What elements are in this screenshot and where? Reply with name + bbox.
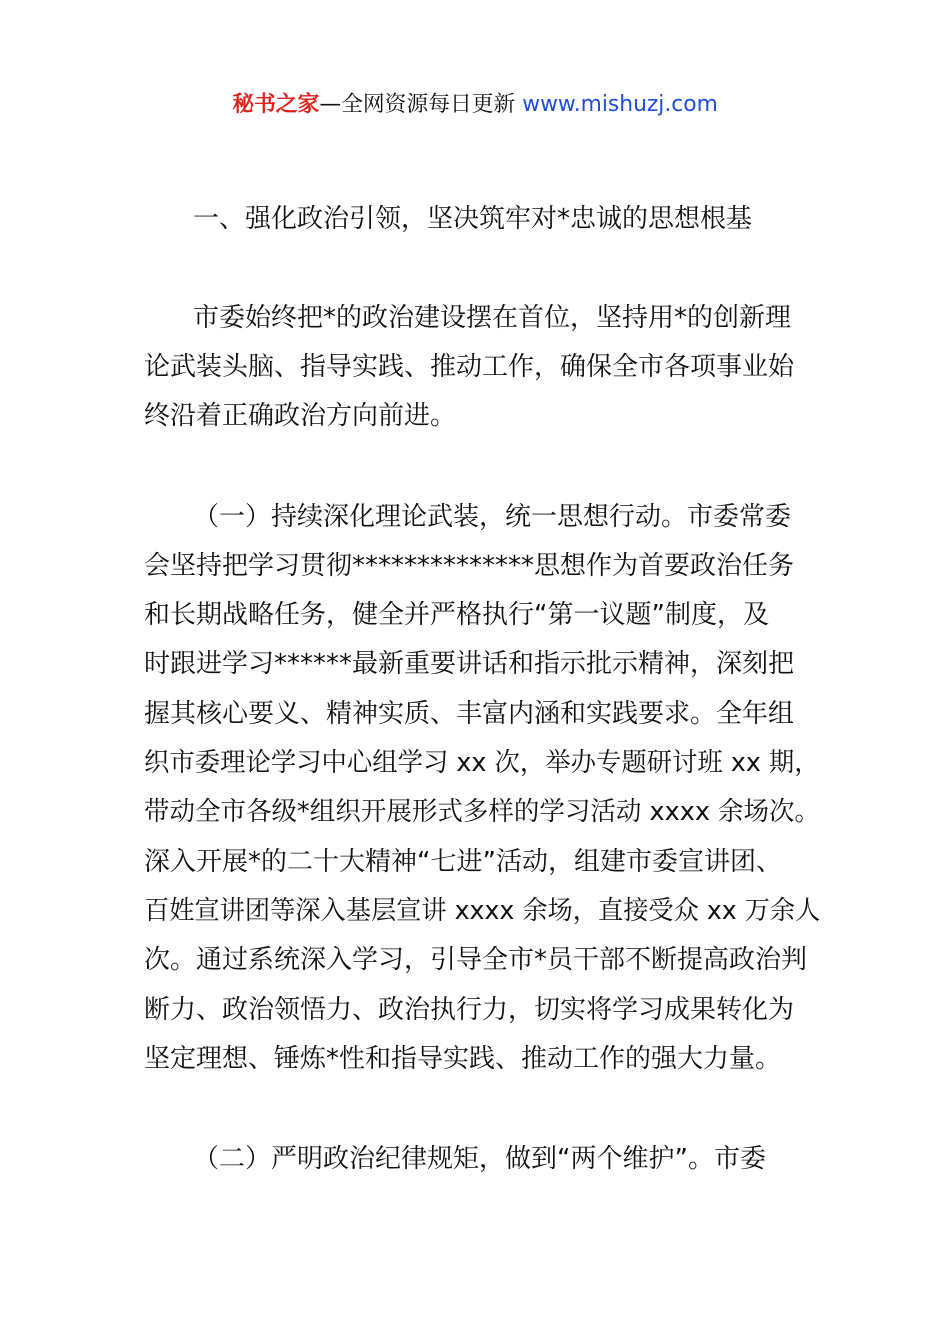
section1-line-text: 坚定理想、锤炼*性和指导实践、推动工作的强大力量。 [144, 1044, 782, 1074]
section1-line-text: 次。通过系统深入学习，引导全市*员干部不断提高政治判 [144, 945, 808, 975]
section1-line-text: 握其核心要义、精神实质、丰富内涵和实践要求。全年组 [144, 699, 795, 729]
intro-line-text: 论武装头脑、指导实践、推动工作，确保全市各项事业始 [144, 352, 795, 382]
section-heading: 一、强化政治引领，坚决筑牢对*忠诚的思想根基 [193, 204, 753, 234]
section2-line-text: （二）严明政治纪律规矩，做到“两个维护”。市委 [193, 1144, 766, 1174]
section1-line-text: 和长期战略任务，健全并严格执行“第一议题”制度，及 [144, 600, 769, 630]
section1-line-text: 会坚持把学习贯彻**************思想作为首要政治任务 [144, 551, 795, 581]
site-url-link[interactable]: www.mishuzj.com [522, 92, 718, 117]
intro-line-text: 终沿着正确政治方向前进。 [144, 401, 457, 431]
section1-line-text: 时跟进学习******最新重要讲话和指示批示精神，深刻把 [144, 649, 795, 679]
section1-line-text: 织市委理论学习中心组学习 xx 次，举办专题研讨班 xx 期， [144, 748, 820, 778]
section1-line-text: （一）持续深化理论武装，统一思想行动。市委常委 [193, 502, 792, 532]
intro-line-text: 市委始终把*的政治建设摆在首位，坚持用*的创新理 [193, 303, 792, 333]
site-header [0, 88, 950, 122]
section1-line-text: 深入开展*的二十大精神“七进”活动，组建市委宣讲团、 [144, 847, 782, 877]
section1-line-text: 断力、政治领悟力、政治执行力，切实将学习成果转化为 [144, 995, 795, 1025]
site-tagline: —全网资源每日更新 [319, 92, 523, 117]
site-brand: 秘书之家 [232, 92, 320, 117]
section1-line-text: 带动全市各级*组织开展形式多样的学习活动 xxxx 余场次。 [144, 797, 821, 827]
section1-line-text: 百姓宣讲团等深入基层宣讲 xxxx 余场，直接受众 xx 万余人 [144, 896, 821, 926]
